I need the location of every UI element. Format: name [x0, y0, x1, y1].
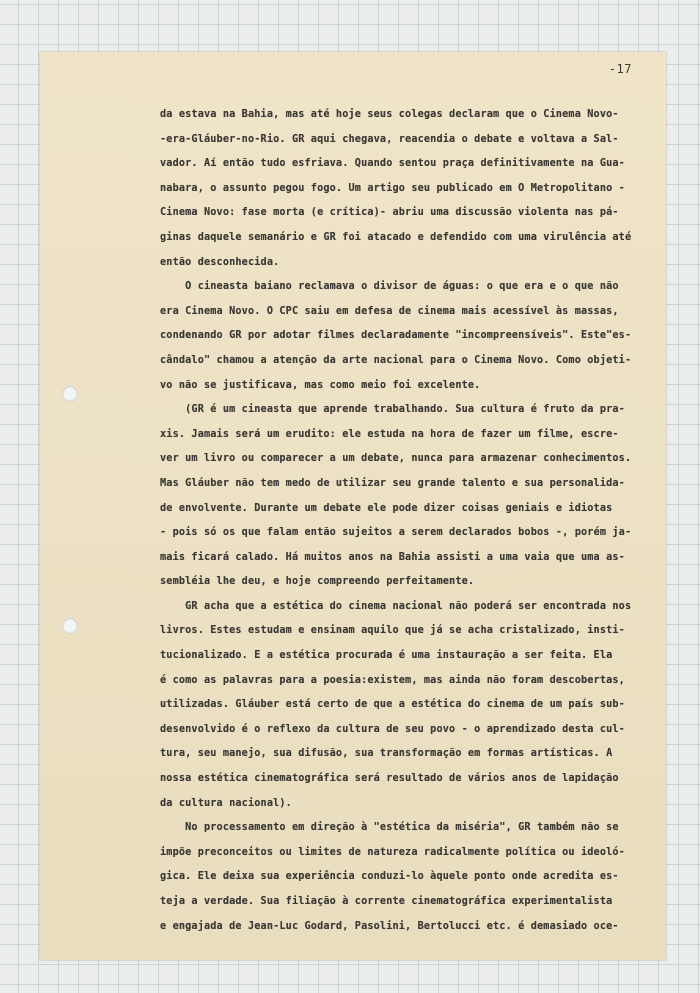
- punch-hole: [62, 386, 78, 402]
- typed-page: [40, 52, 666, 960]
- text-line: cândalo" chamou a atenção da arte nacional para o Cinema Novo. Como objeti-: [160, 354, 632, 366]
- text-line: era Cinema Novo. O CPC saiu em defesa de cinema mais acessível às massas,: [160, 305, 619, 317]
- text-line: (GR é um cineasta que aprende trabalhando. Sua cultura é fruto da pra-: [160, 404, 625, 416]
- text-line: ginas daquele semanário e GR foi atacado e defendido com uma virulência até: [160, 231, 632, 243]
- text-line: nossa estética cinematográfica será resultado de vários anos de lapidação: [160, 773, 619, 785]
- text-line: No processamento em direção à "estética da miséria", GR também não se: [160, 822, 619, 834]
- text-line: O cineasta baiano reclamava o divisor de águas: o que era e o que não: [160, 281, 619, 293]
- text-line: livros. Estes estudam e ensinam aquilo que já se acha cristalizado, insti-: [160, 625, 625, 637]
- text-line: GR acha que a estética do cinema nacional não poderá ser encontrada nos: [160, 600, 632, 612]
- text-line: então desconhecida.: [160, 256, 280, 268]
- text-line: da estava na Bahia, mas até hoje seus colegas declaram que o Cinema Novo-: [160, 109, 619, 120]
- text-line: é como as palavras para a poesia:existem, mas ainda não foram descobertas,: [160, 674, 625, 686]
- text-line: gica. Ele deixa sua experiência conduzi-lo àquele ponto onde acredita es-: [160, 871, 619, 883]
- text-line: nabara, o assunto pegou fogo. Um artigo seu publicado em O Metropolitano -: [160, 182, 625, 194]
- text-line: Cinema Novo: fase morta (e crítica)- abriu uma discussão violenta nas pá-: [160, 207, 619, 219]
- text-line: da cultura nacional).: [160, 797, 292, 809]
- text-line: sembléia lhe deu, e hoje compreendo perfeitamente.: [160, 576, 475, 588]
- text-line: -era-Gláuber-no-Rio. GR aqui chegava, reacendia o debate e voltava a Sal-: [160, 133, 619, 145]
- text-line: vador. Aí então tudo esfriava. Quando sentou praça definitivamente na Gua-: [160, 158, 625, 170]
- text-line: xis. Jamais será um erudito: ele estuda na hora de fazer um filme, escre-: [160, 428, 619, 440]
- typed-text-body: [160, 103, 638, 939]
- text-line: desenvolvido é o reflexo da cultura de seu povo - o aprendizado desta cul-: [160, 723, 625, 735]
- text-line: e engajada de Jean-Luc Godard, Pasolini, Bertolucci etc. é demasiado oce-: [160, 920, 619, 932]
- punch-hole: [62, 618, 78, 634]
- text-line: mais ficará calado. Há muitos anos na Bahia assisti a uma vaia que uma as-: [160, 551, 625, 563]
- text-line: vo não se justificava, mas como meio foi excelente.: [160, 379, 481, 391]
- text-line: tura, seu manejo, sua difusão, sua transformação em formas artísticas. A: [160, 748, 613, 760]
- text-line: Mas Gláuber não tem medo de utilizar seu grande talento e sua personalida-: [160, 477, 625, 489]
- text-line: teja a verdade. Sua filiação à corrente cinematográfica experimentalista: [160, 896, 613, 907]
- text-line: tucionalizado. E a estética procurada é uma instauração a ser feita. Ela: [160, 650, 613, 662]
- text-line: utilizadas. Gláuber está certo de que a estética do cinema de um país sub-: [160, 699, 625, 711]
- text-line: - pois só os que falam então sujeitos a serem declarados bobos -, porém ja-: [160, 527, 632, 539]
- text-line: condenando GR por adotar filmes declaradamente "incompreensíveis". Este"es-: [160, 330, 632, 342]
- text-line: ver um livro ou comparecer a um debate, nunca para armazenar conhecimentos.: [160, 453, 632, 465]
- text-line: de envolvente. Durante um debate ele pode dizer coisas geniais e idiotas: [160, 502, 613, 514]
- text-line: impõe preconceitos ou limites de natureza radicalmente política ou ideoló-: [160, 846, 625, 858]
- page-number: -17: [608, 62, 632, 76]
